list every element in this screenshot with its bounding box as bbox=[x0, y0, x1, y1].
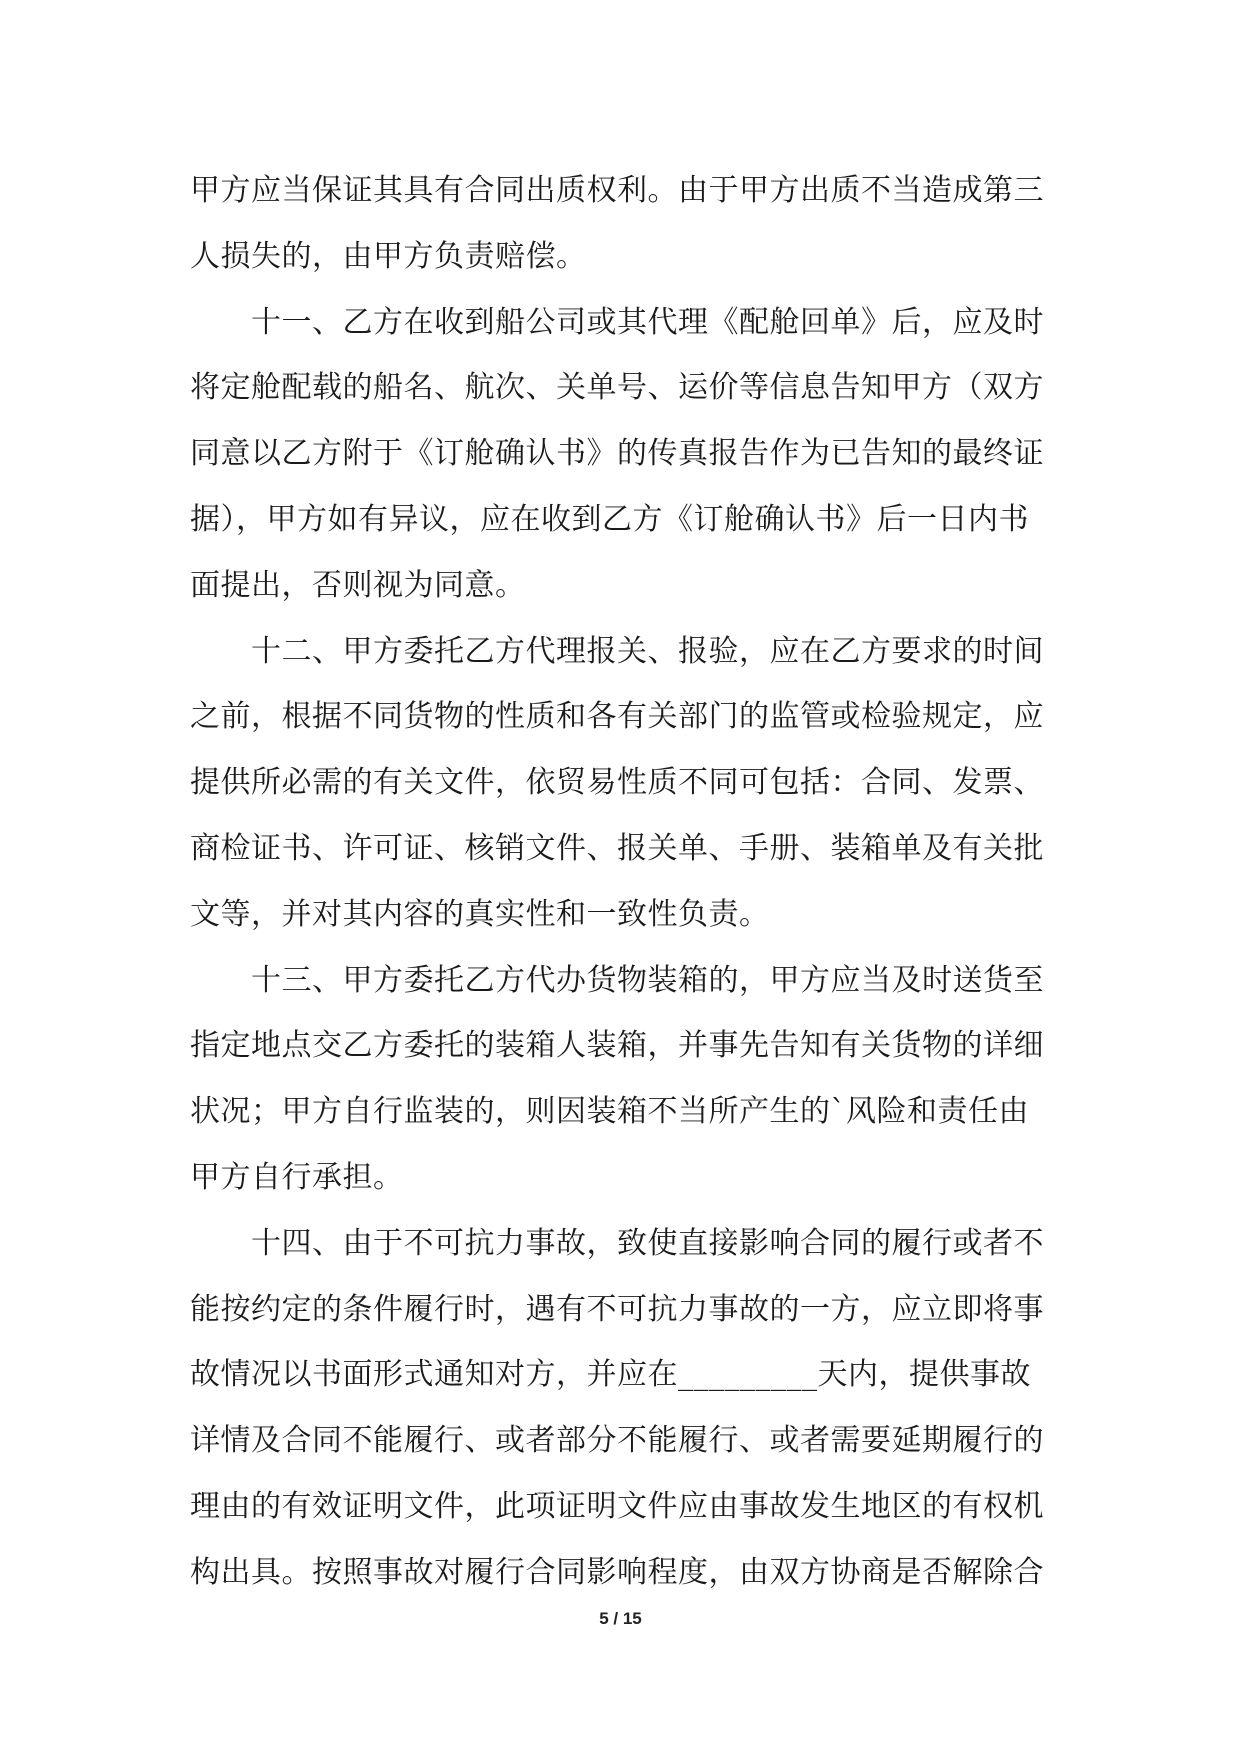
contract-text bbox=[190, 158, 1070, 1606]
text-line: 十三、甲方委托乙方代办货物装箱的，甲方应当及时送货至 bbox=[190, 962, 1044, 998]
text-line: 状况；甲方自行监装的，则因装箱不当所产生的`风险和责任由 bbox=[190, 1094, 1029, 1130]
text-line: 提供所必需的有关文件，依贸易性质不同可包括：合同、发票、 bbox=[190, 765, 1044, 801]
text-line: 文等，并对其内容的真实性和一致性负责。 bbox=[190, 896, 770, 932]
text-line: 理由的有效证明文件，此项证明文件应由事故发生地区的有权机 bbox=[190, 1488, 1044, 1524]
text-line: 十一、乙方在收到船公司或其代理《配舱回单》后，应及时 bbox=[190, 304, 1044, 340]
text-line: 甲方自行承担。 bbox=[190, 1159, 404, 1195]
text-line: 指定地点交乙方委托的装箱人装箱，并事先告知有关货物的详细 bbox=[190, 1028, 1044, 1064]
text-line: 据），甲方如有异议，应在收到乙方《订舱确认书》后一日内书 bbox=[190, 501, 1029, 537]
text-line: 十二、甲方委托乙方代理报关、报验，应在乙方要求的时间 bbox=[190, 633, 1044, 669]
text-line: 十四、由于不可抗力事故，致使直接影响合同的履行或者不 bbox=[190, 1225, 1044, 1261]
text-line: 详情及合同不能履行、或者部分不能履行、或者需要延期履行的 bbox=[190, 1423, 1044, 1459]
text-line: 同意以乙方附于《订舱确认书》的传真报告作为已告知的最终证 bbox=[190, 436, 1044, 472]
text-line: 之前，根据不同货物的性质和各有关部门的监管或检验规定，应 bbox=[190, 699, 1044, 735]
text-line: 能按约定的条件履行时，遇有不可抗力事故的一方，应立即将事 bbox=[190, 1291, 1044, 1327]
text-line: 人损失的，由甲方负责赔偿。 bbox=[190, 238, 587, 274]
text-line: 甲方应当保证其具有合同出质权利。由于甲方出质不当造成第三 bbox=[190, 173, 1044, 208]
text-line: 面提出，否则视为同意。 bbox=[190, 567, 526, 603]
page-number: 5 / 15 bbox=[599, 1609, 642, 1628]
text-line: 商检证书、许可证、核销文件、报关单、手册、装箱单及有关批 bbox=[190, 830, 1044, 866]
text-line: 构出具。按照事故对履行合同影响程度，由双方协商是否解除合 bbox=[190, 1554, 1044, 1590]
text-line: 将定舱配载的船名、航次、关单号、运价等信息告知甲方（双方 bbox=[190, 370, 1044, 406]
text-line: 故情况以书面形式通知对方，并应在_________天内，提供事故 bbox=[190, 1357, 1031, 1393]
